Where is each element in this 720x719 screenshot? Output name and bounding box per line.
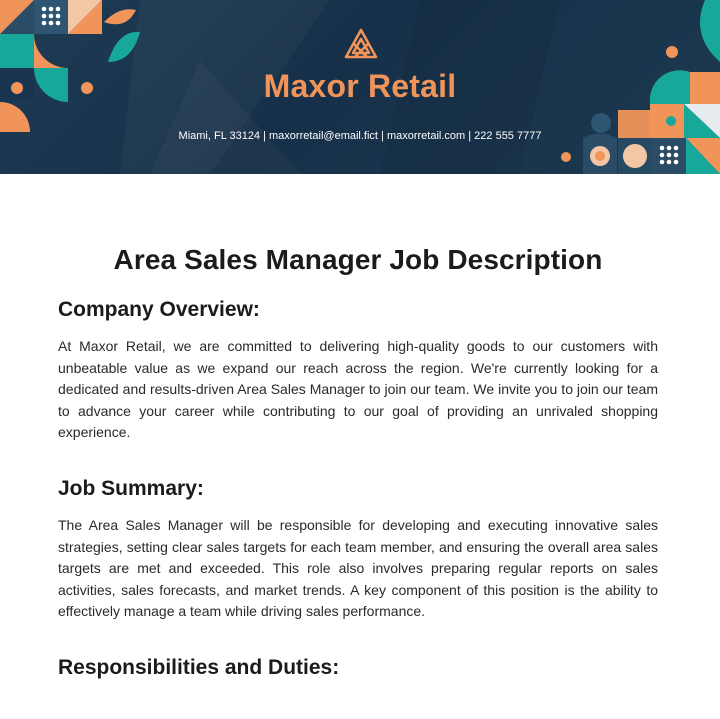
document-body [0, 244, 720, 680]
section-heading-job-summary: Job Summary: [58, 476, 204, 500]
section-heading-responsibilities: Responsibilities and Duties: [58, 655, 340, 679]
section-body-job-summary: The Area Sales Manager will be responsible for developing and executing innovative sales strategies, setting clear sales targets for each team member, and ensuring the overall area sales targets are met and exceeded. This role also involves preparing regular reports on sales activities, sales forecasts, and market trends. A key component of this position is the ability to effectively manage a team while driving sales performance. [58, 516, 658, 620]
triangle-knot-logo-icon [343, 27, 379, 61]
section-heading-company-overview: Company Overview: [58, 298, 260, 321]
contact-info: Miami, FL 33124 | maxorretail@email.fict | maxorretail.com | 222 555 7777 [178, 130, 542, 142]
letterhead-banner [0, 0, 720, 174]
section-body-company-overview: At Maxor Retail, we are committed to delivering high-quality goods to our customers with unbeatable value as we expand our reach across the region. We're currently looking for a dedicated and results-driven Area Sales Manager to join our team. We invite you to join our team to advance your career while contributing to our goal of providing an unrivaled shopping experience. [58, 338, 658, 441]
document-title: Area Sales Manager Job Description [113, 244, 603, 275]
company-name: Maxor Retail [263, 68, 457, 104]
